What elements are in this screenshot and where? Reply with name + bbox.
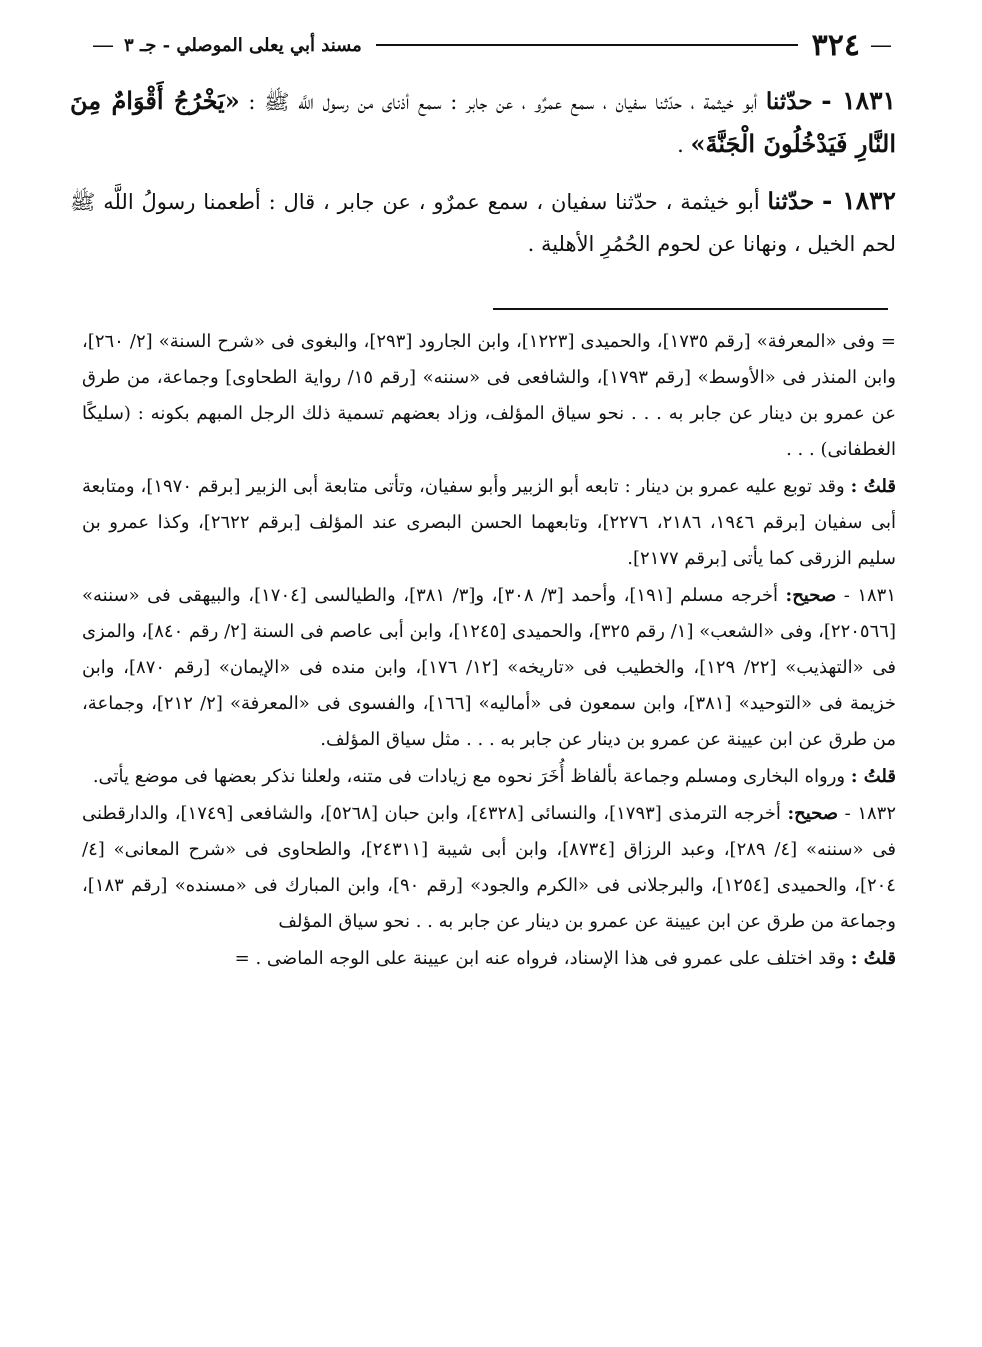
hadith-text: أبو خيثمة ، حدّثنا سفيان ، سمع عمرٌو ، عن جابر : سمع أذناى من رسول اللَّه ﷺ :	[248, 90, 758, 114]
qult-label: قلتُ :	[850, 476, 896, 497]
hadith-number: ١٨٣١ -	[821, 86, 896, 115]
hadith-1831	[70, 80, 896, 166]
footnotes	[82, 324, 896, 978]
footnote-grade-1831	[82, 578, 896, 758]
footnote-text: وقد توبع عليه عمرو بن دينار : تابعه أبو الزبير وأبو سفيان، وتأتى متابعة أبى الزبير [برقم ١٩٧٠]، ومتابعة أبى سفيان [برقم ١٩٤٦، ٢١٨٦، ٢٢٧٦]، وتابعهما الحسن البصرى عند المؤلف [برقم ٢٦٢٢]، وكذا عمرو بن سليم الزرقى كما يأتى [برقم ٢١٧٧].	[82, 476, 897, 569]
hadith-quote: «يَخْرُجُ أَقْوَامٌ مِنَ النَّارِ فَيَدْخُلُونَ الْجَنَّةَ»	[70, 86, 896, 158]
footnote-text: وقد اختلف على عمرو فى هذا الإسناد، فرواه عنه ابن عيينة على الوجه الماضى . =	[234, 948, 846, 969]
footnote-text: أخرجه مسلم [١٩١]، وأحمد [٣/ ٣٠٨]، و[٣/ ٣٨١]، والطيالسى [١٧٠٤]، والبيهقى فى «سننه» [٢٢٠٥٦٦]، وفى «الشعب» [١/ رقم ٣٢٥]، والحميدى [١٢٤٥]، وابن أبى عاصم فى السنة [٢/ رقم ٨٤٠]، والمزى فى «التهذيب» [٢٢/ ١٢٩]، والخطيب فى «تاريخه» [١٢/ ١٧٦]، وابن منده فى «الإيمان» [رقم ٨٧٠]، وابن خزيمة فى «التوحيد» [٣٨١]، وابن سمعون فى «أماليه» [١٦٦]، والفسوى فى «المعرفة» [٢/ ٢١٢]، وجماعة، من طرق عن ابن عيينة عن عمرو بن دينار عن جابر به . . . مثل سياق المؤلف.	[82, 585, 897, 750]
grade-label: صحيح:	[787, 803, 839, 824]
main-text	[70, 80, 896, 279]
hadith-number: ١٨٣٢ -	[822, 186, 896, 215]
footnote-continuation	[82, 324, 896, 468]
footnote-separator	[493, 308, 888, 310]
hadith-text: أبو خيثمة ، حدّثنا سفيان ، سمع عمرٌو ، عن جابر ، قال : أطعمنا رسولُ اللَّه ﷺ لحم الخيل ، ونهانا عن لحوم الحُمُرِ الأهلية .	[70, 190, 896, 256]
footnote-text: = وفى «المعرفة» [رقم ١٧٣٥]، والحميدى [١٢٢٣]، وابن الجارود [٢٩٣]، والبغوى فى «شرح السنة» [٢/ ٢٦٠]، وابن المنذر فى «الأوسط» [رقم ١٧٩٣]، والشافعى فى «سننه» [رقم ١٥/ رواية الطحاوى] وجماعة، من طرق عن عمرو بن دينار عن جابر به . . . نحو سياق المؤلف، وزاد بعضهم تسمية ذلك الرجل المبهم بكونه : (سليكًا الغطفانى) . . .	[82, 331, 896, 460]
page-number: ٣٢٤	[811, 27, 860, 63]
footnote-text: ورواه البخارى ومسلم وجماعة بألفاظ أُخَرَ نحوه مع زيادات فى متنه، ولعلنا نذكر بعضها فى موضع يأتى.	[92, 766, 846, 787]
qult-label: قلتُ :	[850, 766, 896, 787]
footnote-number: ١٨٣٢ -	[844, 803, 896, 824]
book-title: مسند أبي يعلى الموصلي - جـ ٣	[124, 34, 362, 56]
header-dash: —	[870, 32, 892, 58]
footnote-grade-1832	[82, 796, 896, 940]
footnote-text: أخرجه الترمذى [١٧٩٣]، والنسائى [٤٣٢٨]، وابن حبان [٥٢٦٨]، والشافعى [١٧٤٩]، والدارقطنى فى «سننه» [٤/ ٢٨٩]، وعبد الرزاق [٨٧٣٤]، وابن أبى شيبة [٢٤٣١١]، والطحاوى فى «شرح المعانى» [٤/ ٢٠٤]، والحميدى [١٢٥٤]، والبرجلانى فى «الكرم والجود» [رقم ٩٠]، وابن المبارك فى «مسنده» [رقم ١٨٣]، وجماعة من طرق عن ابن عيينة عن عمرو بن دينار عن جابر به . . نحو سياق المؤلف	[82, 803, 896, 932]
header-dash: —	[92, 32, 114, 58]
grade-label: صحيح:	[785, 585, 837, 606]
header-rule	[376, 44, 798, 46]
footnote-qult	[82, 469, 896, 577]
hadith-opening: حدّثنا	[765, 88, 813, 115]
hadith-opening: حدّثنا	[767, 188, 815, 215]
hadith-1832	[70, 180, 896, 265]
footnote-qult	[82, 759, 896, 795]
footnote-number: ١٨٣١ -	[843, 585, 896, 606]
qult-label: قلتُ :	[850, 948, 896, 969]
footnote-qult	[82, 941, 896, 977]
hadith-end: .	[677, 133, 684, 157]
running-header	[88, 28, 896, 62]
